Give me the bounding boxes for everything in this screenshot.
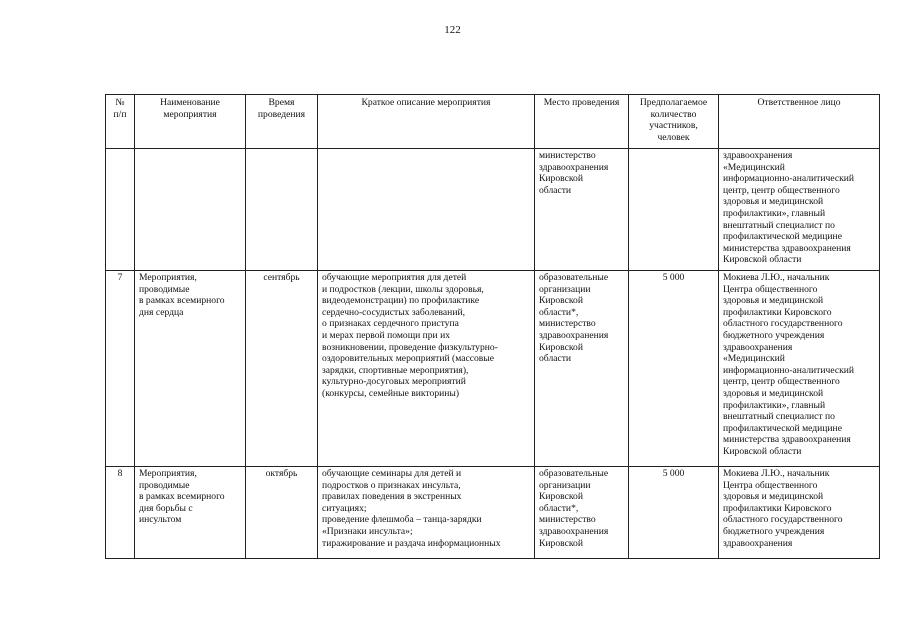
- cell-num: [106, 149, 135, 271]
- header-text-line: №: [115, 97, 125, 108]
- cell-text-line: в рамках всемирного: [139, 491, 225, 503]
- header-text-line: Краткое описание мероприятия: [361, 97, 491, 108]
- cell-text-line: обучающие семинары для детей и: [322, 468, 462, 479]
- cell-resp: [719, 149, 880, 271]
- cell-place: [535, 149, 629, 271]
- cell-text-line: здравоохранения: [723, 150, 793, 161]
- header-text-line: количество: [650, 108, 697, 120]
- cell-text-line: Кировской области: [723, 445, 802, 457]
- cell-text-line: министерства здравоохранения: [723, 242, 851, 254]
- cell-text-line: дня сердца: [139, 306, 184, 318]
- cell-text-line: здоровья и медицинской: [723, 387, 824, 399]
- column-header-name: [135, 95, 246, 149]
- column-header-num: [106, 95, 135, 149]
- table-row: [106, 149, 880, 271]
- cell-text-line: здравоохранения: [539, 525, 609, 537]
- cell-text-line: бюджетного учреждения: [723, 525, 825, 537]
- cell-text-line: правилах поведения в экстренных: [322, 491, 462, 503]
- column-header-resp: [719, 95, 880, 149]
- cell-text-line: Мероприятия,: [139, 468, 197, 479]
- cell-name: [135, 467, 246, 559]
- cell-text-line: профилактической медицине: [723, 422, 842, 434]
- cell-text-line: «Признаки инсульта»;: [322, 525, 413, 537]
- cell-text-line: Кировской области: [723, 254, 802, 266]
- cell-text-line: информационно-аналитический: [723, 364, 855, 376]
- cell-resp: [719, 271, 880, 467]
- table-header-row: [106, 95, 880, 149]
- header-text-line: проведения: [257, 108, 306, 120]
- cell-text-line: образовательные: [539, 468, 609, 479]
- cell-text-line: ситуациях;: [322, 502, 367, 514]
- cell-text-line: культурно-досуговых мероприятий: [322, 376, 466, 388]
- cell-text-line: бюджетного учреждения: [723, 329, 825, 341]
- cell-text-line: областного государственного: [723, 514, 843, 526]
- cell-count: [629, 467, 719, 559]
- column-header-desc: [318, 95, 535, 149]
- cell-text-line: 5 000: [662, 272, 685, 283]
- header-text-line: человек: [657, 131, 690, 143]
- cell-text-line: центр, центр общественного: [723, 184, 840, 196]
- cell-resp: [719, 467, 880, 559]
- column-header-place: [535, 95, 629, 149]
- table-body: [106, 149, 880, 559]
- cell-num: [106, 467, 135, 559]
- cell-desc: [318, 271, 535, 467]
- cell-text-line: Мокиева Л.Ю., начальник: [723, 468, 830, 479]
- cell-text-line: областного государственного: [723, 318, 843, 330]
- cell-text-line: министерство: [539, 318, 596, 330]
- cell-text-line: внештатный специалист по: [723, 411, 835, 423]
- column-header-time: [246, 95, 318, 149]
- cell-text-line: организации: [539, 283, 591, 295]
- column-header-count: [629, 95, 719, 149]
- cell-text-line: и подростков (лекции, школы здоровья,: [322, 283, 484, 295]
- cell-text-line: Кировской: [539, 295, 583, 307]
- header-text-line: Предполагаемое: [639, 97, 708, 108]
- header-text-line: Место проведения: [543, 97, 620, 108]
- cell-text-line: возникновении, проведение физкультурно-: [322, 341, 498, 353]
- cell-text-line: министерство: [539, 150, 596, 161]
- cell-text-line: оздоровительных мероприятий (массовые: [322, 353, 495, 365]
- header-text-line: участников,: [649, 120, 698, 132]
- cell-text-line: здравоохранения: [539, 161, 609, 173]
- header-text-line: мероприятия: [163, 108, 217, 120]
- cell-text-line: видеодемонстрации) по профилактике: [322, 295, 480, 307]
- cell-text-line: здравоохранения: [539, 329, 609, 341]
- cell-text-line: (конкурсы, семейные викторины): [322, 387, 460, 399]
- cell-place: [535, 467, 629, 559]
- header-text-line: Ответственное лицо: [757, 97, 841, 108]
- cell-text-line: обучающие мероприятия для детей: [322, 272, 467, 283]
- cell-text-line: министерство: [539, 514, 596, 526]
- cell-name: [135, 149, 246, 271]
- cell-text-line: здоровья и медицинской: [723, 491, 824, 503]
- cell-text-line: здоровья и медицинской: [723, 295, 824, 307]
- cell-text-line: 7: [117, 272, 123, 283]
- cell-text-line: о признаках сердечного приступа: [322, 318, 459, 330]
- cell-time: [246, 149, 318, 271]
- cell-text-line: Центра общественного: [723, 283, 818, 295]
- cell-text-line: 8: [117, 468, 123, 479]
- cell-text-line: сентябрь: [263, 272, 300, 283]
- cell-text-line: «Медицинский: [723, 353, 785, 365]
- page-number: 122: [444, 24, 461, 36]
- cell-text-line: инсультом: [139, 514, 182, 526]
- events-table: [105, 94, 880, 559]
- table-row: [106, 467, 880, 559]
- cell-text-line: Кировской: [539, 491, 583, 503]
- cell-text-line: здравоохранения: [723, 537, 793, 549]
- cell-text-line: здравоохранения: [723, 341, 793, 353]
- cell-text-line: Мероприятия,: [139, 272, 197, 283]
- cell-text-line: подростков о признаках инсульта,: [322, 479, 461, 491]
- cell-text-line: области*,: [539, 306, 579, 318]
- cell-text-line: организации: [539, 479, 591, 491]
- cell-count: [629, 271, 719, 467]
- cell-count: [629, 149, 719, 271]
- cell-text-line: Кировской: [539, 341, 583, 353]
- cell-text-line: «Медицинский: [723, 161, 785, 173]
- cell-text-line: профилактической медицине: [723, 231, 842, 243]
- cell-text-line: профилактики», главный: [723, 399, 826, 411]
- cell-text-line: информационно-аналитический: [723, 173, 855, 185]
- cell-text-line: внештатный специалист по: [723, 219, 835, 231]
- cell-text-line: Кировской: [539, 537, 583, 549]
- cell-name: [135, 271, 246, 467]
- cell-text-line: и мерах первой помощи при их: [322, 329, 451, 341]
- cell-text-line: проведение флешмоба – танца-зарядки: [322, 514, 482, 526]
- cell-num: [106, 271, 135, 467]
- cell-text-line: профилактики Кировского: [723, 306, 832, 318]
- cell-text-line: проводимые: [139, 283, 190, 295]
- cell-text-line: проводимые: [139, 479, 190, 491]
- header-text-line: Время: [268, 97, 295, 108]
- cell-text-line: дня борьбы с: [139, 502, 193, 514]
- cell-text-line: зарядки, спортивные мероприятия),: [322, 364, 469, 376]
- cell-time: [246, 271, 318, 467]
- cell-text-line: области*,: [539, 502, 579, 514]
- cell-text-line: профилактики», главный: [723, 207, 826, 219]
- cell-text-line: Мокиева Л.Ю., начальник: [723, 272, 830, 283]
- cell-text-line: министерства здравоохранения: [723, 434, 851, 446]
- cell-desc: [318, 467, 535, 559]
- table-row: [106, 271, 880, 467]
- header-text-line: п/п: [113, 108, 127, 120]
- cell-text-line: здоровья и медицинской: [723, 196, 824, 208]
- cell-text-line: 5 000: [662, 468, 685, 479]
- header-text-line: Наименование: [160, 97, 220, 108]
- cell-text-line: октябрь: [265, 468, 298, 479]
- cell-time: [246, 467, 318, 559]
- cell-text-line: области: [539, 353, 572, 365]
- cell-text-line: сердечно-сосудистых заболеваний,: [322, 306, 465, 318]
- cell-text-line: профилактики Кировского: [723, 502, 832, 514]
- cell-desc: [318, 149, 535, 271]
- cell-text-line: образовательные: [539, 272, 609, 283]
- cell-text-line: Центра общественного: [723, 479, 818, 491]
- cell-text-line: центр, центр общественного: [723, 376, 840, 388]
- cell-text-line: в рамках всемирного: [139, 295, 225, 307]
- cell-place: [535, 271, 629, 467]
- cell-text-line: тиражирование и раздача информационных: [322, 537, 501, 549]
- cell-text-line: области: [539, 184, 572, 196]
- cell-text-line: Кировской: [539, 173, 583, 185]
